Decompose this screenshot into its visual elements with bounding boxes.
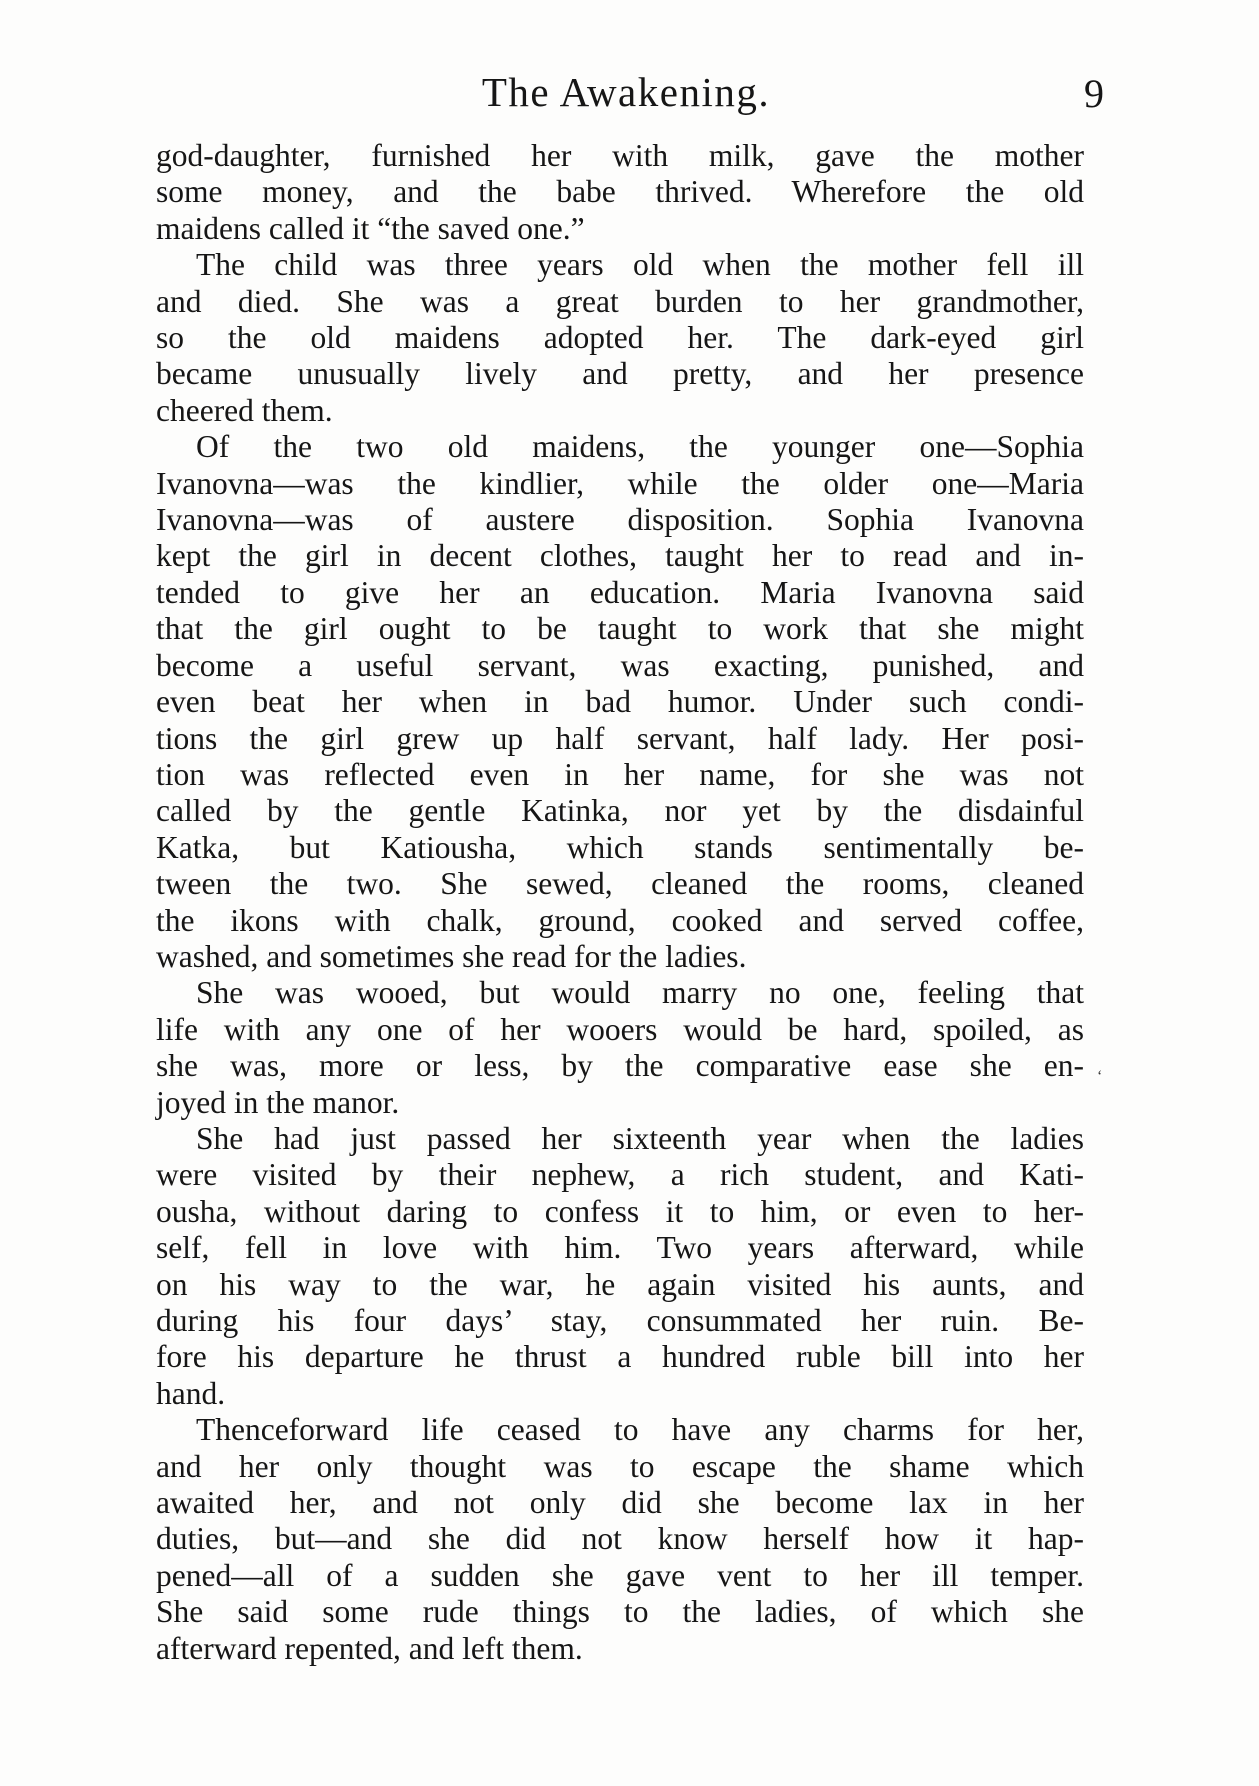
running-title: The Awakening. <box>481 69 771 115</box>
text-line: pened—all of a sudden she gave vent to her ill temper. <box>156 1557 1084 1593</box>
text-line: become a useful servant, was exacting, punished, and <box>156 647 1084 683</box>
text-line: She had just passed her sixteenth year when the ladies <box>196 1120 1084 1156</box>
text-line: ousha, without daring to confess it to him, or even to her- <box>156 1193 1084 1229</box>
text-line: The child was three years old when the mother fell ill <box>196 247 1084 283</box>
margin-mark: ‘ <box>1097 1068 1103 1085</box>
text-line: self, fell in love with him. Two years afterward, while <box>156 1230 1084 1266</box>
text-line: became unusually lively and pretty, and her presence <box>156 356 1084 392</box>
text-line: Thenceforward life ceased to have any charms for her, <box>196 1412 1084 1448</box>
text-line: Ivanovna—was of austere disposition. Sophia Ivanovna <box>156 502 1084 538</box>
text-line: kept the girl in decent clothes, taught her to read and in- <box>156 538 1084 574</box>
text-line: the ikons with chalk, ground, cooked and served coffee, <box>156 902 1084 938</box>
text-line: even beat her when in bad humor. Under such condi- <box>156 684 1084 720</box>
paragraph <box>156 247 1084 429</box>
text-line: on his way to the war, he again visited his aunts, and <box>156 1266 1084 1302</box>
text-line: maidens called it “the saved one.” <box>156 210 585 246</box>
text-line: god-daughter, furnished her with milk, gave the mother <box>156 138 1084 173</box>
text-line: called by the gentle Katinka, nor yet by the disdainful <box>156 793 1084 829</box>
paragraph <box>156 429 1084 975</box>
text-line: cheered them. <box>156 392 333 428</box>
text-line: some money, and the babe thrived. Wherefore the old <box>156 174 1084 210</box>
paragraph <box>156 975 1084 1121</box>
text-line: washed, and sometimes she read for the ladies. <box>156 938 747 974</box>
text-line: and died. She was a great burden to her grandmother, <box>156 283 1084 319</box>
text-line: She said some rude things to the ladies, of which she <box>156 1594 1084 1630</box>
text-line: during his four days’ stay, consummated her ruin. Be- <box>156 1303 1084 1338</box>
paragraph <box>156 1121 1084 1412</box>
body-text <box>156 138 1084 1667</box>
text-line: and her only thought was to escape the shame which <box>156 1448 1084 1484</box>
text-line: tions the girl grew up half servant, half lady. Her posi- <box>156 720 1084 756</box>
text-line: life with any one of her wooers would be hard, spoiled, as <box>156 1011 1084 1047</box>
text-line: tion was reflected even in her name, for she was not <box>156 756 1084 792</box>
text-line: tween the two. She sewed, cleaned the rooms, cleaned <box>156 866 1084 902</box>
text-line: tended to give her an education. Maria Ivanovna said <box>156 574 1084 610</box>
text-line: that the girl ought to be taught to work that she might <box>156 611 1084 647</box>
text-line: fore his departure he thrust a hundred ruble bill into her <box>156 1339 1084 1375</box>
text-line: hand. <box>156 1375 226 1411</box>
text-line: She was wooed, but would marry no one, feeling that <box>196 975 1084 1011</box>
text-line: Ivanovna—was the kindlier, while the older one—Maria <box>156 465 1084 501</box>
text-line: afterward repented, and left them. <box>156 1630 583 1666</box>
running-head <box>160 66 1104 118</box>
text-line: were visited by their nephew, a rich student, and Kati- <box>156 1157 1084 1193</box>
page-number: 9 <box>1084 71 1104 116</box>
text-line: so the old maidens adopted her. The dark-eyed girl <box>156 320 1084 356</box>
paragraph <box>156 138 1084 247</box>
text-line: Katka, but Katiousha, which stands sentimentally be- <box>156 829 1084 865</box>
text-line: she was, more or less, by the comparative ease she en- <box>156 1048 1084 1084</box>
text-line: Of the two old maidens, the younger one—Sophia <box>196 429 1084 465</box>
text-line: duties, but—and she did not know herself how it hap- <box>156 1521 1084 1557</box>
text-line: joyed in the manor. <box>156 1084 400 1120</box>
paragraph <box>156 1412 1084 1667</box>
text-line: awaited her, and not only did she become lax in her <box>156 1485 1084 1521</box>
